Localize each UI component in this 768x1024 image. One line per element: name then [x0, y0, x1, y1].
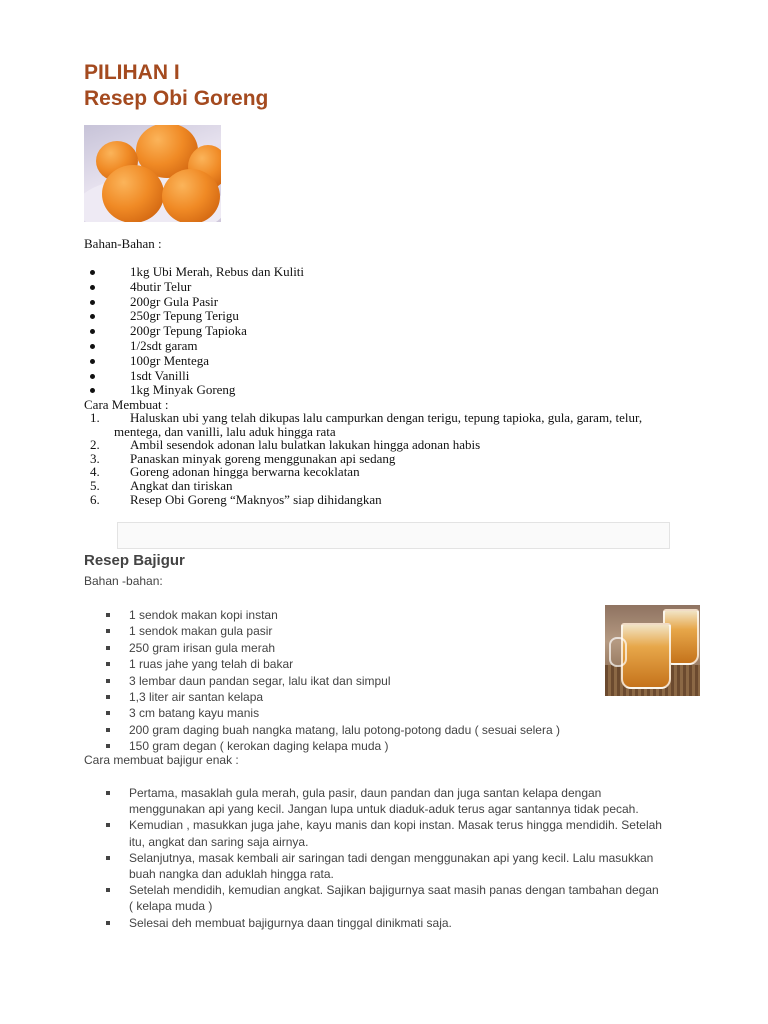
list-item: 3 lembar daun pandan segar, lalu ikat dan simpul — [84, 673, 560, 689]
empty-box — [117, 522, 670, 549]
list-item: 250 gram irisan gula merah — [84, 640, 560, 656]
step-item: 6. Resep Obi Goreng “Maknyos” siap dihidangkan — [90, 491, 382, 507]
list-item: 1 ruas jahe yang telah di bakar — [84, 656, 560, 672]
step-item: 4. Goreng adonan hingga berwarna kecoklatan — [90, 464, 360, 480]
list-item: 150 gram degan ( kerokan daging kelapa muda ) — [84, 738, 560, 754]
step-item: 1. Haluskan ubi yang telah dikupas lalu campurkan dengan terigu, tepung tapioka, gula, garam, telur, mentega, dan vanilli, lalu aduk hingga rata — [90, 410, 643, 439]
ingredients-list — [84, 607, 560, 755]
ingredients-label: Bahan-Bahan : — [84, 236, 162, 251]
list-item: 1sdt Vanilli — [84, 369, 304, 384]
list-item: 1 sendok makan kopi instan — [84, 607, 560, 623]
step-item: 3. Panaskan minyak goreng menggunakan api sedang — [90, 450, 396, 466]
steps-label: Cara membuat bajigur enak : — [84, 753, 239, 767]
step-item: Setelah mendidih, kemudian angkat. Sajikan bajigurnya saat masih panas dengan tambahan degan ( kelapa muda ) — [84, 882, 709, 914]
steps-label: Cara Membuat : — [84, 397, 169, 412]
list-item: 1kg Minyak Goreng — [84, 383, 304, 398]
ingredients-label: Bahan -bahan: — [84, 574, 163, 588]
step-item: Selesai deh membuat bajigurnya daan tinggal dinikmati saja. — [84, 915, 709, 931]
list-item: 1kg Ubi Merah, Rebus dan Kuliti — [84, 265, 304, 280]
list-item: 200gr Gula Pasir — [84, 295, 304, 310]
recipe-title: Resep Obi Goreng — [84, 87, 269, 110]
step-item: Selanjutnya, masak kembali air saringan tadi dengan menggunakan api yang kecil. Lalu masukkan buah nangka dan aduklah hingga rata. — [84, 850, 709, 882]
steps-list — [84, 411, 704, 506]
ingredients-list — [84, 265, 304, 398]
list-item: 4butir Telur — [84, 280, 304, 295]
step-item: 5. Angkat dan tiriskan — [90, 477, 233, 493]
recipe-title: Resep Bajigur — [84, 552, 185, 569]
list-item: 3 cm batang kayu manis — [84, 705, 560, 721]
list-item: 200 gram daging buah nangka matang, lalu potong-potong dadu ( sesuai selera ) — [84, 722, 560, 738]
list-item: 200gr Tepung Tapioka — [84, 324, 304, 339]
list-item: 1,3 liter air santan kelapa — [84, 689, 560, 705]
list-item: 1/2sdt garam — [84, 339, 304, 354]
list-item: 1 sendok makan gula pasir — [84, 623, 560, 639]
step-item: 2. Ambil sesendok adonan lalu bulatkan lakukan hingga adonan habis — [90, 437, 481, 453]
steps-list — [84, 785, 709, 931]
step-item: Pertama, masaklah gula merah, gula pasir, daun pandan dan juga santan kelapa dengan menggunakan api yang kecil. Jangan lupa untuk diaduk-aduk terus agar santannya tidak pecah. — [84, 785, 709, 817]
list-item: 250gr Tepung Terigu — [84, 309, 304, 324]
bajigur-photo — [605, 605, 700, 696]
obi-goreng-photo — [84, 125, 221, 222]
section-heading: PILIHAN I — [84, 61, 180, 84]
list-item: 100gr Mentega — [84, 354, 304, 369]
step-item: Kemudian , masukkan juga jahe, kayu manis dan kopi instan. Masak terus hingga mendidih. Setelah itu, angkat dan saring saja airnya. — [84, 817, 709, 849]
